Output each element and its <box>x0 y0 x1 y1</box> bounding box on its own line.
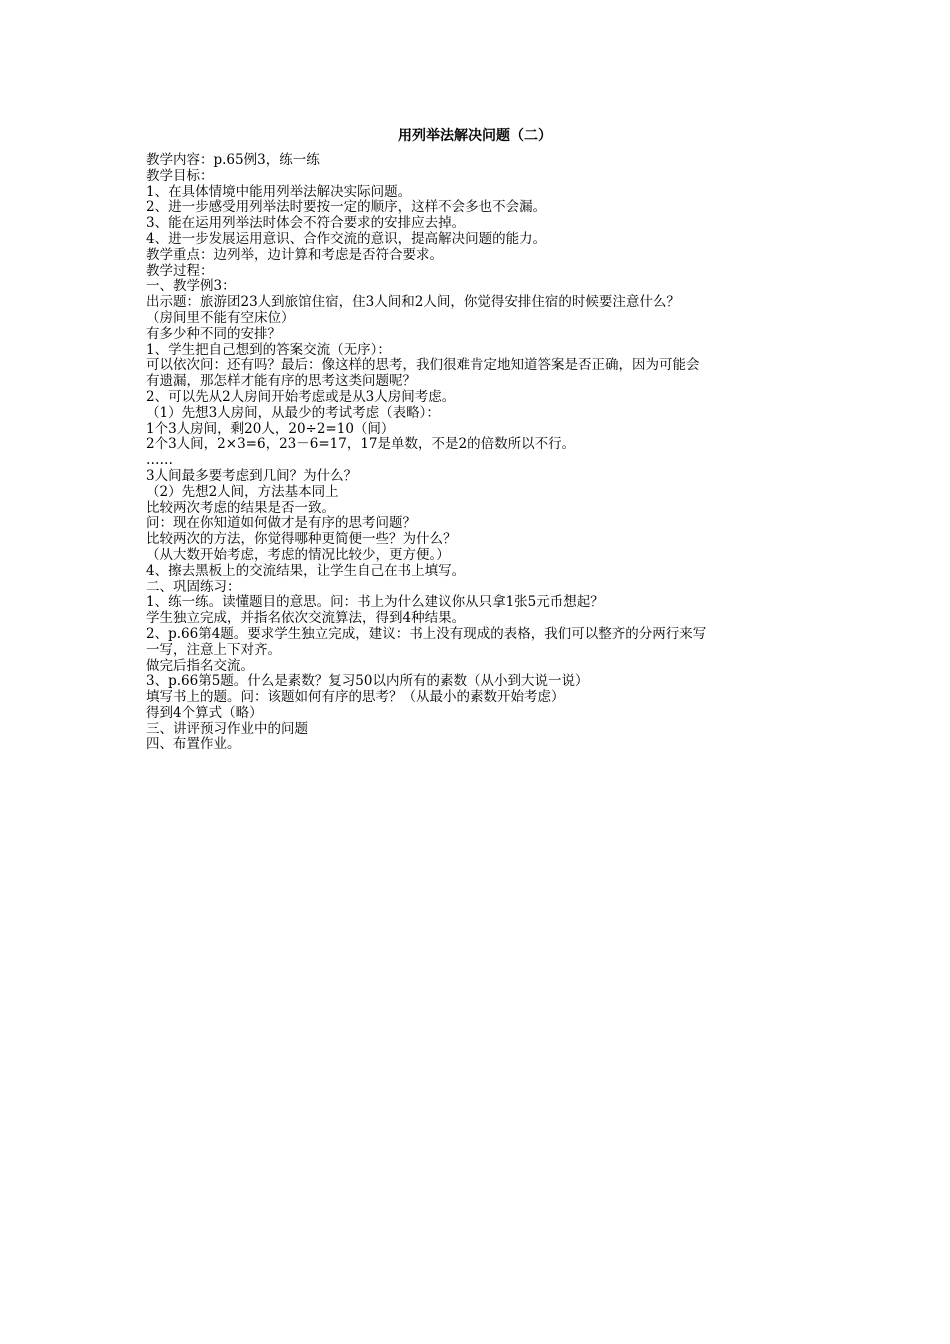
text-line: …… <box>146 452 173 469</box>
document-body <box>146 153 826 753</box>
text-line: 出示题：旅游团23人到旅馆住宿，住3人间和2人间，你觉得安排住宿的时候要注意什么？ <box>146 294 680 311</box>
text-line: 教学目标： <box>146 167 214 184</box>
text-line: 3人间最多要考虑到几间？为什么？ <box>146 467 358 484</box>
text-line: 1、练一练。读懂题目的意思。问：书上为什么建议你从只拿1张5元币想起？ <box>146 594 604 611</box>
text-line: 学生独立完成，并指名依次交流算法，得到4种结果。 <box>146 610 466 627</box>
text-line: 可以依次问：还有吗？最后：像这样的思考，我们很难肯定地知道答案是否正确，因为可能会 <box>146 357 700 374</box>
text-line: 1、在具体情境中能用列举法解决实际问题。 <box>146 183 412 200</box>
text-line: 有多少种不同的安排？ <box>146 325 281 342</box>
document-title: 用列举法解决问题（二） <box>398 128 552 144</box>
text-line: 1个3人房间，剩20人，20÷2=10（间） <box>146 420 395 437</box>
text-line: （1）先想3人房间，从最少的考试考虑（表略）： <box>146 404 440 421</box>
text-line: （2）先想2人间，方法基本同上 <box>146 483 339 500</box>
text-line: 一写，注意上下对齐。 <box>146 641 281 658</box>
text-line: 教学过程： <box>146 262 214 279</box>
text-line: 三、讲评预习作业中的问题 <box>146 720 308 737</box>
text-line: 得到4个算式（略） <box>146 704 263 721</box>
text-line: 填写书上的题。问：该题如何有序的思考？（从最小的素数开始考虑） <box>146 689 565 706</box>
text-line: 2个3人间，2×3=6，23－6=17，17是单数，不是2的倍数所以不行。 <box>146 436 576 453</box>
text-line: 教学重点：边列举，边计算和考虑是否符合要求。 <box>146 246 443 263</box>
text-line: （房间里不能有空床位） <box>146 309 295 326</box>
text-line: 问：现在你知道如何做才是有序的思考问题？ <box>146 515 416 532</box>
text-line: 有遗漏，那怎样才能有序的思考这类问题呢？ <box>146 373 416 390</box>
text-line: 一、教学例3： <box>146 278 236 295</box>
text-line: 做完后指名交流。 <box>146 657 254 674</box>
text-line: 教学内容：p.65例3，练一练 <box>146 152 320 168</box>
text-line: 4、擦去黑板上的交流结果，让学生自己在书上填写。 <box>146 562 466 579</box>
text-line: （从大数开始考虑，考虑的情况比较少，更方便。） <box>146 546 450 563</box>
text-line: 2、进一步感受用列举法时要按一定的顺序，这样不会多也不会漏。 <box>146 199 547 216</box>
text-line: 3、p.66第5题。什么是素数？复习50以内所有的素数（从小到大说一说） <box>146 673 589 690</box>
text-line: 3、能在运用列举法时体会不符合要求的安排应去掉。 <box>146 215 466 232</box>
text-line: 四、布置作业。 <box>146 736 241 753</box>
text-line: 2、p.66第4题。要求学生独立完成，建议：书上没有现成的表格，我们可以整齐的分两行来写 <box>146 625 707 642</box>
text-line: 比较两次的方法，你觉得哪种更简便一些？为什么？ <box>146 531 457 548</box>
text-line: 2、可以先从2人房间开始考虑或是从3人房间考虑。 <box>146 388 456 405</box>
text-line: 比较两次考虑的结果是否一致。 <box>146 499 335 516</box>
text-line: 1、学生把自己想到的答案交流（无序）： <box>146 341 391 358</box>
text-line: 二、巩固练习： <box>146 578 241 595</box>
text-line: 4、进一步发展运用意识、合作交流的意识，提高解决问题的能力。 <box>146 230 547 247</box>
